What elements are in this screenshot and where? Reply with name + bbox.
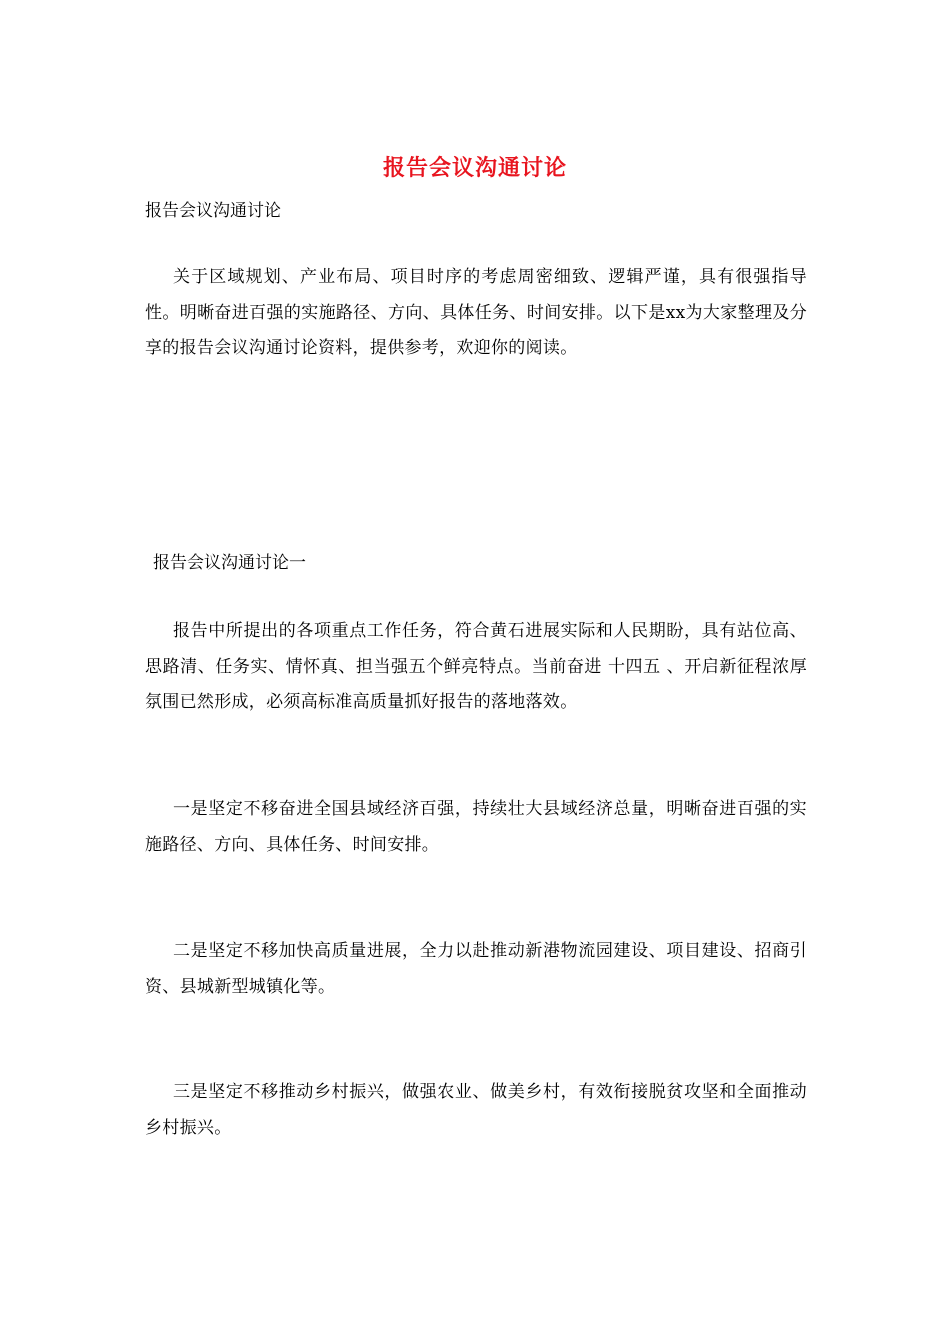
body-paragraph: 二是坚定不移加快高质量进展，全力以赴推动新港物流园建设、项目建设、招商引资、县城新型城镇化等。 [145, 941, 807, 997]
body-paragraph: 三是坚定不移推动乡村振兴，做强农业、做美乡村，有效衔接脱贫攻坚和全面推动乡村振兴。 [145, 1082, 807, 1138]
body-paragraph: 一是坚定不移奋进全国县域经济百强，持续壮大县域经济总量，明晰奋进百强的实施路径、方向、具体任务、时间安排。 [145, 799, 807, 855]
document-title: 报告会议沟通讨论 [382, 155, 567, 181]
intro-paragraph: 关于区域规划、产业布局、项目时序的考虑周密细致、逻辑严谨，具有很强指导性。明晰奋进百强的实施路径、方向、具体任务、时间安排。以下是xx为大家整理及分享的报告会议沟通讨论资料，提供参考，欢迎你的阅读。 [145, 267, 807, 358]
section-heading: 报告会议沟通讨论一 [153, 553, 306, 573]
document-subtitle: 报告会议沟通讨论 [145, 201, 281, 221]
body-paragraph: 报告中所提出的各项重点工作任务，符合黄石进展实际和人民期盼，具有站位高、思路清、任务实、情怀真、担当强五个鲜亮特点。当前奋进 十四五 、开启新征程浓厚氛围已然形成，必须高标准高质量抓好报告的落地落效。 [145, 621, 807, 712]
